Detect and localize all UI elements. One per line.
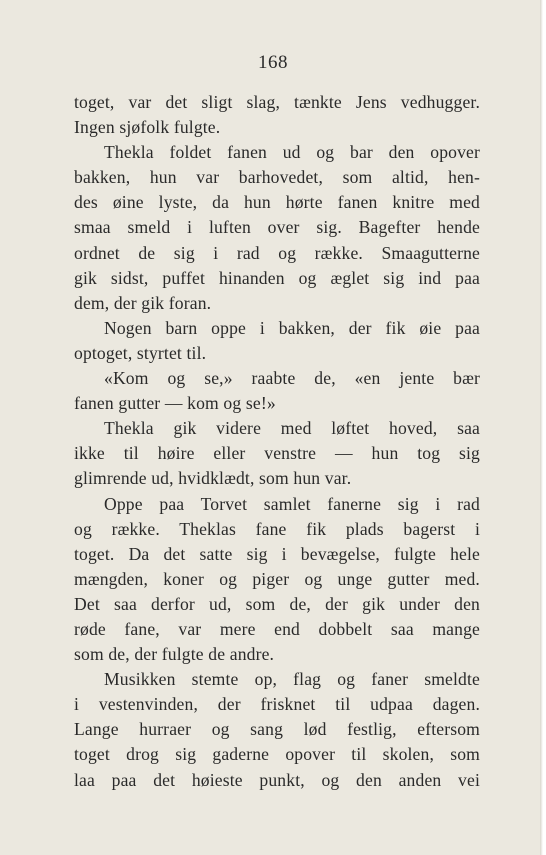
text-line: Musikken stemte op, flag og faner smeldte <box>104 669 480 690</box>
text-line: Oppe paa Torvet samlet fanerne sig i rad <box>104 493 480 514</box>
text-line: toget drog sig gaderne opover til skolen, som <box>74 744 480 765</box>
text-line: Lange hurraer og sang lød festlig, eftersom <box>74 719 480 740</box>
page-edge <box>540 0 546 855</box>
text-line: i vestenvinden, der frisknet til udpaa dagen. <box>74 694 480 715</box>
text-line: ikke til høire eller venstre — hun tog sig <box>74 443 480 464</box>
text-line: Thekla gik videre med løftet hoved, saa <box>104 418 480 439</box>
text-line: gik sidst, puffet hinanden og æglet sig ind paa <box>74 267 480 288</box>
text-line: des øine lyste, da hun hørte fanen knitre med <box>74 192 480 213</box>
text-line: Nogen barn oppe i bakken, der fik øie paa <box>104 317 480 338</box>
text-line: smaa smeld i luften over sig. Bagefter hende <box>74 217 480 238</box>
text-line: Thekla foldet fanen ud og bar den opover <box>104 142 480 163</box>
text-line: fanen gutter — kom og se!» <box>74 393 276 414</box>
text-line: laa paa det høieste punkt, og den anden vei <box>74 769 480 790</box>
text-line: og række. Theklas fane fik plads bagerst i <box>74 518 480 539</box>
text-line: Ingen sjøfolk fulgte. <box>74 117 221 138</box>
text-line: Det saa derfor ud, som de, der gik under den <box>74 593 480 614</box>
text-line: toget. Da det satte sig i bevægelse, fulgte hele <box>74 543 480 564</box>
text-line: «Kom og se,» raabte de, «en jente bær <box>104 368 480 389</box>
text-line: dem, der gik foran. <box>74 292 212 313</box>
text-line: mængden, koner og piger og unge gutter med. <box>74 568 480 589</box>
text-line: røde fane, var mere end dobbelt saa mange <box>74 618 480 639</box>
text-line: glimrende ud, hvidklædt, som hun var. <box>74 468 352 489</box>
text-line: ordnet de sig i rad og række. Smaagutterne <box>74 242 480 263</box>
text-line: som de, der fulgte de andre. <box>74 644 275 665</box>
text-line: bakken, hun var barhovedet, som altid, hen- <box>74 167 480 188</box>
text-line: optoget, styrtet til. <box>74 342 207 363</box>
text-line: toget, var det sligt slag, tænkte Jens vedhugger. <box>74 92 480 112</box>
body-text <box>74 90 480 793</box>
page-number: 168 <box>258 52 288 73</box>
